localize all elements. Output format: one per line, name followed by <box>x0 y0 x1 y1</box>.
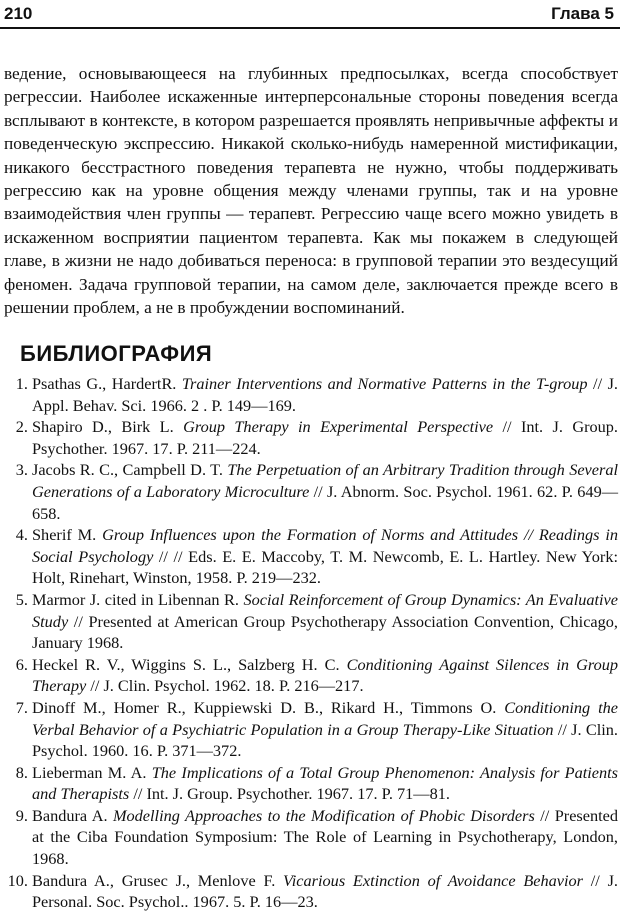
body-paragraph: ведение, основывающееся на глубинных предпосылках, всегда способствует регрессии. Наиболее искаженные интерперсональные стороны поведения всегда всплывают в контексте, в котором разрешается проявлять непривычные аффекты и поведенческую экспрессию. Никакой сколько-нибудь намеренной мистификации, никакого бесстрастного поведения терапевта не нужно, чтобы поддерживать регрессию как на уровне общения между членами группы, так и на уровне взаимодействия член группы — терапевт. Регрессию чаще всего можно увидеть в искаженном восприятии пациентом терапевта. Как мы покажем в следующей главе, в жизни не надо добиваться переноса: в групповой терапии это вездесущий феномен. Задача групповой терапии, на самом деле, заключается прежде всего в решении проблем, а не в пробуждении воспоминаний. <box>4 64 618 318</box>
entry-authors: Heckel R. V., Wiggins S. L., Salzberg H. C. <box>32 654 347 674</box>
entry-number: 2. <box>15 417 28 437</box>
entry-authors: Psathas G., HardertR. <box>32 374 182 393</box>
entry-title: Group Influences upon the Formation of Norms and Attitudes // Readings in Social Psychology <box>32 525 618 566</box>
entry-source: // J. Clin. Psychol. 1962. 18. P. 216—217. <box>86 676 364 696</box>
entry-source: // // Eds. E. E. Maccoby, T. M. Newcomb, E. L. Hartley. New York: Holt, Rinehart, Winston, 1958. P. 219—232. <box>32 546 619 588</box>
entry-number: 4. <box>15 525 28 545</box>
entry-number: 3. <box>15 460 28 480</box>
bibliography-entry <box>0 805 618 870</box>
entry-source: // J. Abnorm. Soc. Psychol. 1961. 62. P. 649—658. <box>32 481 618 523</box>
header-rule <box>0 27 620 29</box>
entry-title: Social Reinforcement of Group Dynamics: An Evaluative Study <box>32 589 618 631</box>
entry-authors: Bandura A. <box>32 805 113 825</box>
bibliography-entry <box>0 697 618 762</box>
entry-authors: Lieberman M. A. <box>32 762 152 782</box>
entry-title: The Perpetuation of an Arbitrary Tradition through Several Generations of a Laboratory Microculture <box>32 460 619 501</box>
entry-authors: Sherif M. <box>32 525 103 545</box>
bibliography-entry <box>0 762 618 805</box>
bibliography-entry <box>0 654 618 697</box>
page-header <box>0 0 620 30</box>
entry-number: 7. <box>15 697 28 717</box>
entry-number: 6. <box>15 654 28 674</box>
entry-source: // Presented at the Ciba Foundation Symposium: The Role of Learning in Psychotherapy, London, 1968. <box>32 805 619 869</box>
entry-source: // Int. J. Group. Psychother. 1967. 17. P. 71—81. <box>129 784 450 804</box>
bibliography-entry <box>0 459 618 524</box>
page-number: 210 <box>4 4 33 23</box>
entry-authors: Dinoff M., Homer R., Kuppiewski D. B., Rikard H., Timmons O. <box>32 697 505 717</box>
entry-title: Vicarious Extinction of Avoidance Behavior <box>283 870 583 890</box>
entry-title: Modelling Approaches to the Modification of Phobic Disorders <box>112 805 535 825</box>
entry-title: Conditioning Against Silences in Group Therapy <box>32 654 619 696</box>
chapter-label: Глава 5 <box>551 4 614 23</box>
bibliography-entry <box>0 524 618 589</box>
bibliography-list <box>0 373 618 913</box>
entry-source: // Int. J. Group. Psychother. 1967. 17. P. 211—224. <box>32 417 618 458</box>
bibliography-entry <box>0 416 618 459</box>
entry-authors: Bandura A., Grusec J., Menlove F. <box>32 870 284 890</box>
entry-source: // J. Personal. Soc. Psychol.. 1967. 5. P. 16—23. <box>32 870 618 912</box>
entry-source: // J. Appl. Behav. Sci. 1966. 2 . P. 149—169. <box>32 374 618 415</box>
entry-source: // J. Clin. Psychol. 1960. 16. P. 371—372. <box>32 719 618 761</box>
entry-number: 1. <box>15 374 28 393</box>
entry-number: 5. <box>15 589 28 609</box>
bibliography-entry <box>0 870 618 913</box>
bibliography-entry <box>0 373 618 416</box>
bibliography-heading: БИБЛИОГРАФИЯ <box>20 341 213 366</box>
entry-number: 8. <box>15 762 28 782</box>
entry-title: The Implications of a Total Group Phenomenon: Analysis for Patients and Therapists <box>32 762 619 804</box>
entry-authors: Jacobs R. C., Campbell D. T. <box>32 460 228 480</box>
entry-number: 9. <box>15 805 28 825</box>
entry-title: Group Therapy in Experimental Perspective <box>183 417 494 437</box>
entry-number: 10. <box>7 870 28 890</box>
entry-source: // Presented at American Group Psychotherapy Association Convention, Chicago, January 1968. <box>32 611 618 653</box>
entry-authors: Shapiro D., Birk L. <box>32 417 184 437</box>
entry-title: Conditioning the Verbal Behavior of a Psychiatric Population in a Group Therapy-Like Situation <box>32 697 618 739</box>
entry-authors: Marmor J. cited in Libennan R. <box>32 589 244 609</box>
bibliography-entry <box>0 589 618 654</box>
entry-title: Trainer Interventions and Normative Patterns in the T-group <box>181 374 588 393</box>
